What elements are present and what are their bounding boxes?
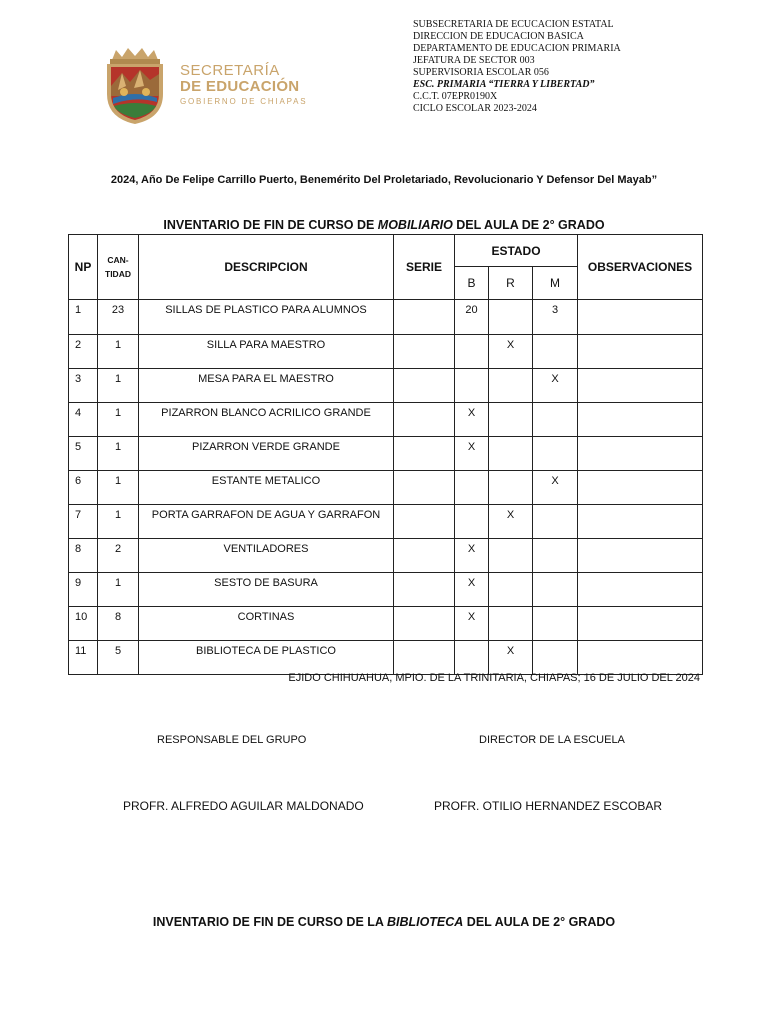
cell-m: 3 bbox=[533, 300, 578, 335]
cell-desc: VENTILADORES bbox=[139, 539, 394, 573]
cell-m bbox=[533, 539, 578, 573]
title-post: DEL AULA DE 2° GRADO bbox=[463, 915, 616, 929]
cell-serie bbox=[394, 471, 455, 505]
cell-np: 8 bbox=[69, 539, 98, 573]
cell-desc: SILLAS DE PLASTICO PARA ALUMNOS bbox=[139, 300, 394, 335]
cell-m bbox=[533, 437, 578, 471]
cell-serie bbox=[394, 335, 455, 369]
title-pre: INVENTARIO DE FIN DE CURSO DE bbox=[163, 218, 378, 232]
header-line: DEPARTAMENTO DE EDUCACION PRIMARIA bbox=[413, 43, 621, 54]
cell-r bbox=[489, 369, 533, 403]
cell-b bbox=[455, 471, 489, 505]
cell-b: X bbox=[455, 403, 489, 437]
cell-cant: 23 bbox=[98, 300, 139, 335]
cell-np: 9 bbox=[69, 573, 98, 607]
cell-serie bbox=[394, 403, 455, 437]
signature-label-right: DIRECTOR DE LA ESCUELA bbox=[479, 734, 625, 746]
cell-desc: MESA PARA EL MAESTRO bbox=[139, 369, 394, 403]
cell-r: X bbox=[489, 505, 533, 539]
cell-serie bbox=[394, 573, 455, 607]
cell-cant: 1 bbox=[98, 505, 139, 539]
table-row bbox=[69, 471, 703, 505]
signature-name-left: PROFR. ALFREDO AGUILAR MALDONADO bbox=[123, 799, 364, 813]
institution-header bbox=[413, 19, 621, 115]
cell-serie bbox=[394, 641, 455, 675]
header-serie: SERIE bbox=[394, 235, 455, 300]
table-row bbox=[69, 403, 703, 437]
cell-m bbox=[533, 641, 578, 675]
year-motto: 2024, Año De Felipe Carrillo Puerto, Benemérito Del Proletariado, Revolucionario Y Defensor Del Mayab” bbox=[110, 174, 658, 186]
signature-name-right: PROFR. OTILIO HERNANDEZ ESCOBAR bbox=[434, 799, 663, 813]
cell-m bbox=[533, 335, 578, 369]
cell-obs bbox=[578, 335, 703, 369]
cell-r bbox=[489, 300, 533, 335]
cell-obs bbox=[578, 403, 703, 437]
title-em: BIBLIOTECA bbox=[386, 915, 464, 929]
cell-serie bbox=[394, 369, 455, 403]
cell-m bbox=[533, 505, 578, 539]
inventory-title-mobiliario bbox=[0, 218, 768, 232]
cell-m bbox=[533, 573, 578, 607]
cell-np: 2 bbox=[69, 335, 98, 369]
cell-np: 7 bbox=[69, 505, 98, 539]
cell-desc: PIZARRON BLANCO ACRILICO GRANDE bbox=[139, 403, 394, 437]
cell-r: X bbox=[489, 335, 533, 369]
title-em: MOBILIARIO bbox=[377, 218, 453, 232]
cell-obs bbox=[578, 641, 703, 675]
cell-serie bbox=[394, 300, 455, 335]
inventory-body bbox=[69, 300, 703, 675]
header-b: B bbox=[455, 267, 489, 300]
cell-cant: 1 bbox=[98, 369, 139, 403]
header-line: CICLO ESCOLAR 2023-2024 bbox=[413, 103, 537, 114]
place-date: EJIDO CHIHUAHUA, MPIO. DE LA TRINITARIA, CHIAPAS; 16 DE JULIO DEL 2024 bbox=[288, 672, 700, 684]
chiapas-coat-of-arms-icon bbox=[104, 46, 166, 126]
cell-np: 6 bbox=[69, 471, 98, 505]
cell-r bbox=[489, 471, 533, 505]
cell-cant: 1 bbox=[98, 471, 139, 505]
cell-r bbox=[489, 539, 533, 573]
cell-desc: PORTA GARRAFON DE AGUA Y GARRAFON bbox=[139, 505, 394, 539]
cell-np: 11 bbox=[69, 641, 98, 675]
header-np: NP bbox=[69, 235, 98, 300]
cell-np: 1 bbox=[69, 300, 98, 335]
cell-np: 4 bbox=[69, 403, 98, 437]
header-line: SUBSECRETARIA DE ECUCACION ESTATAL bbox=[413, 19, 614, 30]
header-r: R bbox=[489, 267, 533, 300]
cell-b bbox=[455, 335, 489, 369]
header-cantidad-1: CAN- bbox=[107, 255, 129, 265]
cell-r bbox=[489, 437, 533, 471]
table-row bbox=[69, 607, 703, 641]
cell-r: X bbox=[489, 641, 533, 675]
cell-np: 5 bbox=[69, 437, 98, 471]
cell-b bbox=[455, 369, 489, 403]
cell-cant: 5 bbox=[98, 641, 139, 675]
signature-label-left: RESPONSABLE DEL GRUPO bbox=[157, 734, 307, 746]
cell-r bbox=[489, 573, 533, 607]
cell-cant: 1 bbox=[98, 403, 139, 437]
header-line: JEFATURA DE SECTOR 003 bbox=[413, 55, 535, 66]
cell-b bbox=[455, 641, 489, 675]
header-m: M bbox=[533, 267, 578, 300]
cell-obs bbox=[578, 573, 703, 607]
cell-cant: 8 bbox=[98, 607, 139, 641]
header-line: SUPERVISORIA ESCOLAR 056 bbox=[413, 67, 549, 78]
cell-serie bbox=[394, 505, 455, 539]
cell-b: X bbox=[455, 437, 489, 471]
table-row bbox=[69, 300, 703, 335]
cell-b: 20 bbox=[455, 300, 489, 335]
cell-m bbox=[533, 607, 578, 641]
header-estado: ESTADO bbox=[455, 235, 578, 267]
cell-b: X bbox=[455, 607, 489, 641]
logo-wordmark bbox=[180, 63, 307, 106]
cell-desc: ESTANTE METALICO bbox=[139, 471, 394, 505]
cell-obs bbox=[578, 300, 703, 335]
header-line: C.C.T. 07EPR0190X bbox=[413, 91, 498, 102]
cell-desc: SILLA PARA MAESTRO bbox=[139, 335, 394, 369]
cell-obs bbox=[578, 471, 703, 505]
logo-line-3: GOBIERNO DE CHIAPAS bbox=[180, 97, 308, 106]
header-cantidad bbox=[98, 235, 139, 300]
table-row bbox=[69, 335, 703, 369]
cell-m: X bbox=[533, 369, 578, 403]
cell-desc: PIZARRON VERDE GRANDE bbox=[139, 437, 394, 471]
header-cantidad-2: TIDAD bbox=[105, 269, 131, 279]
cell-cant: 1 bbox=[98, 437, 139, 471]
cell-cant: 1 bbox=[98, 335, 139, 369]
cell-cant: 1 bbox=[98, 573, 139, 607]
cell-np: 10 bbox=[69, 607, 98, 641]
cell-np: 3 bbox=[69, 369, 98, 403]
logo-line-2: DE EDUCACIÓN bbox=[180, 78, 300, 95]
cell-m bbox=[533, 403, 578, 437]
cell-obs bbox=[578, 505, 703, 539]
cell-b: X bbox=[455, 573, 489, 607]
table-row bbox=[69, 505, 703, 539]
table-row bbox=[69, 437, 703, 471]
header-observaciones: OBSERVACIONES bbox=[578, 235, 703, 300]
cell-obs bbox=[578, 539, 703, 573]
cell-serie bbox=[394, 539, 455, 573]
cell-serie bbox=[394, 437, 455, 471]
header-descripcion: DESCRIPCION bbox=[139, 235, 394, 300]
title-pre: INVENTARIO DE FIN DE CURSO DE LA bbox=[152, 915, 387, 929]
cell-b: X bbox=[455, 539, 489, 573]
header-school-name: ESC. PRIMARIA “TIERRA Y LIBERTAD” bbox=[413, 79, 595, 90]
table-row bbox=[69, 641, 703, 675]
inventory-table bbox=[68, 234, 703, 675]
cell-r bbox=[489, 607, 533, 641]
cell-m: X bbox=[533, 471, 578, 505]
cell-serie bbox=[394, 607, 455, 641]
table-row bbox=[69, 539, 703, 573]
header-line: DIRECCION DE EDUCACION BASICA bbox=[413, 31, 584, 42]
inventory-title-biblioteca bbox=[0, 915, 768, 929]
cell-desc: BIBLIOTECA DE PLASTICO bbox=[139, 641, 394, 675]
cell-obs bbox=[578, 437, 703, 471]
logo-line-1: SECRETARÍA bbox=[180, 62, 280, 79]
cell-cant: 2 bbox=[98, 539, 139, 573]
secretaria-logo bbox=[104, 46, 319, 126]
table-row bbox=[69, 573, 703, 607]
cell-b bbox=[455, 505, 489, 539]
title-post: DEL AULA DE 2° GRADO bbox=[452, 218, 605, 232]
cell-obs bbox=[578, 607, 703, 641]
cell-desc: CORTINAS bbox=[139, 607, 394, 641]
cell-desc: SESTO DE BASURA bbox=[139, 573, 394, 607]
cell-obs bbox=[578, 369, 703, 403]
table-row bbox=[69, 369, 703, 403]
cell-r bbox=[489, 403, 533, 437]
